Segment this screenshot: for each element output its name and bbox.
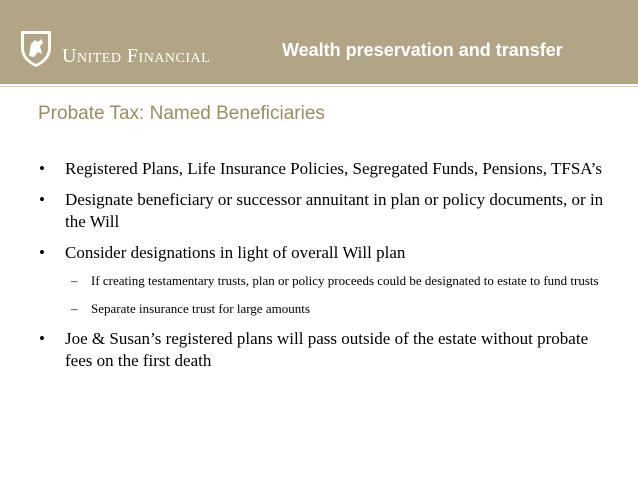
bullet-item	[38, 328, 608, 372]
sub-bullet-list	[38, 272, 608, 318]
sub-bullet-text: Separate insurance trust for large amounts	[91, 301, 310, 316]
bullet-text: Consider designations in light of overall Will plan	[65, 243, 406, 262]
dash-icon: –	[71, 273, 78, 288]
bullet-dot-icon: •	[39, 243, 45, 262]
slide-title: Probate Tax: Named Beneficiaries	[38, 103, 325, 124]
header-divider-line	[0, 86, 638, 87]
bullet-item	[38, 189, 608, 233]
bullet-dot-icon: •	[39, 329, 45, 348]
bullet-text: Designate beneficiary or successor annuitant in plan or policy documents, or in the Will	[65, 190, 604, 231]
bullet-item	[38, 242, 608, 318]
bullet-item	[38, 158, 608, 180]
deck-title: Wealth preservation and transfer	[282, 40, 563, 60]
bullet-dot-icon: •	[39, 190, 45, 209]
sub-bullet-item	[38, 300, 608, 318]
brand-name: United Financial	[62, 45, 211, 67]
sub-bullet-item	[38, 272, 608, 290]
bullet-text: Joe & Susan’s registered plans will pass outside of the estate without probate fees on the first death	[65, 329, 589, 370]
shield-crest-icon	[18, 28, 54, 68]
sub-bullet-text: If creating testamentary trusts, plan or policy proceeds could be designated to estate to fund trusts	[91, 273, 599, 288]
header-band	[0, 0, 638, 84]
bullet-text: Registered Plans, Life Insurance Policies, Segregated Funds, Pensions, TFSA’s	[65, 159, 603, 178]
bullet-dot-icon: •	[39, 159, 45, 178]
bullet-list	[38, 158, 608, 372]
dash-icon: –	[71, 301, 78, 316]
header-divider	[0, 84, 638, 90]
